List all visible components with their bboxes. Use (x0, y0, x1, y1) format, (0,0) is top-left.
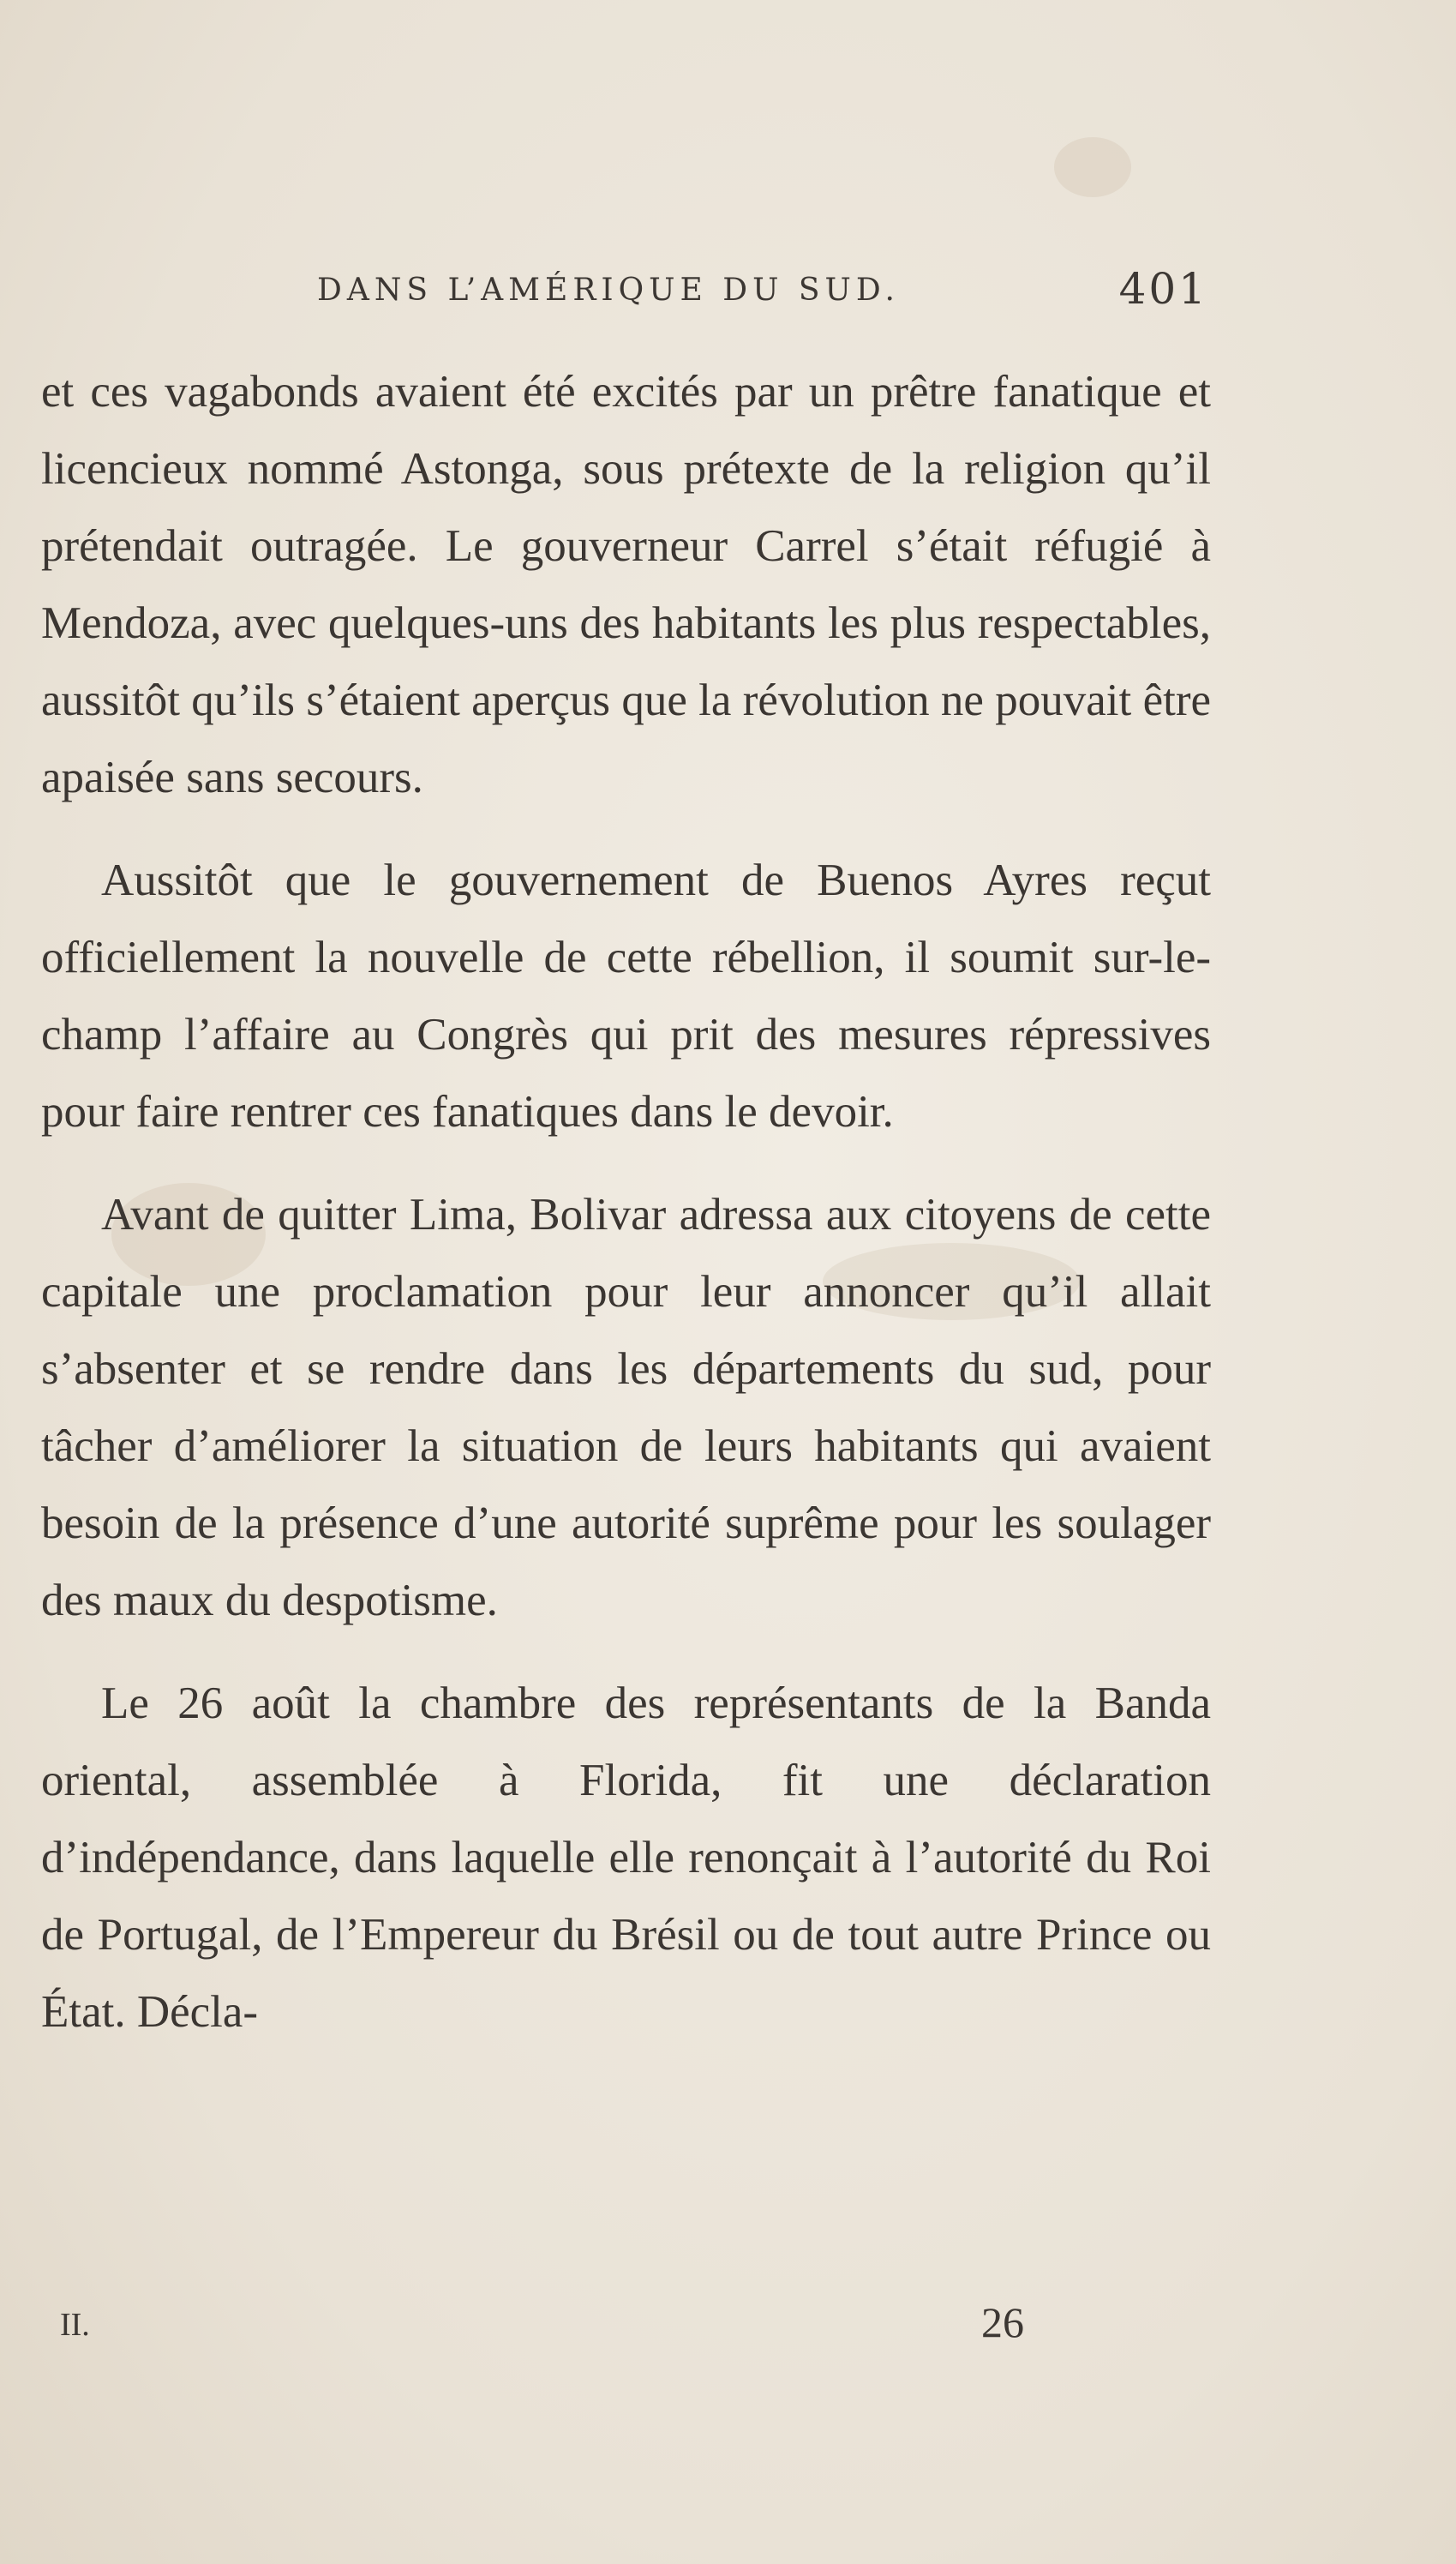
paper-stain (1054, 137, 1131, 197)
signature-mark: II. (60, 2307, 90, 2343)
running-head: DANS L’AMÉRIQUE DU SUD. (317, 273, 900, 308)
signature-number: 26 (981, 2298, 1024, 2346)
body-text (41, 353, 1211, 2051)
paragraph: Avant de quitter Lima, Bolivar adressa aux citoyens de cette capitale une proclamation pour leur annoncer qu’il allait s’absenter et se rendre dans les départements du sud, pour tâcher d’améliorer la situation de leurs habitants qui avaient besoin de la présence d’une autorité suprême pour les soulager des maux du despotisme. (41, 1190, 1211, 1625)
paragraph: et ces vagabonds avaient été excités par un prêtre fanatique et licencieux nommé Astonga, sous prétexte de la religion qu’il prétendait outragée. Le gouverneur Carrel s’était réfugié à Mendoza, avec quelques-uns des habitants les plus respectables, aussitôt qu’ils s’étaient aperçus que la révolution ne pouvait être apaisée sans secours. (41, 367, 1211, 802)
page-footer (60, 2297, 1046, 2349)
page-header (317, 264, 1208, 324)
paragraph: Aussitôt que le gouvernement de Buenos Ayres reçut officiellement la nouvelle de cette rébellion, il soumit sur-le-champ l’affaire au Congrès qui prit des mesures répressives pour faire rentrer ces fanatiques dans le devoir. (41, 856, 1211, 1137)
page-number: 401 (1118, 264, 1208, 314)
paragraph: Le 26 août la chambre des représentants de la Banda oriental, assemblée à Florida, fit une déclaration d’indépendance, dans laquelle elle renonçait à l’autorité du Roi de Portugal, de l’Empereur du Brésil ou de tout autre Prince ou État. Décla- (41, 1678, 1211, 2037)
